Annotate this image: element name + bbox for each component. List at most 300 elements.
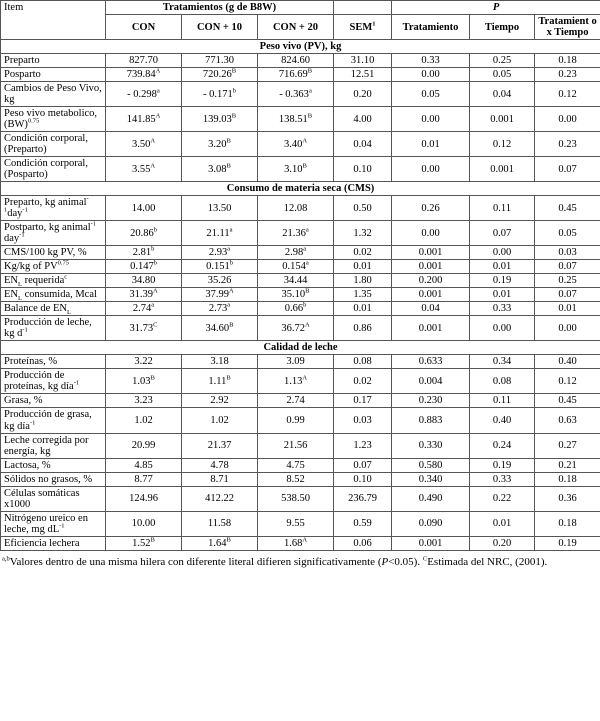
significance-letter: a [305, 226, 309, 234]
table-row [1, 302, 600, 316]
value-number: 21.11 [206, 227, 230, 239]
p-tratamiento: 0.00 [392, 107, 470, 132]
section-header-row [1, 341, 600, 355]
treatment-value [182, 132, 258, 157]
significance-letter: A [304, 321, 310, 329]
significance-letter: A [152, 287, 158, 295]
value-number: 2.81 [132, 247, 152, 259]
treatment-value [182, 157, 258, 182]
treatment-value [258, 54, 334, 68]
value-number: 3.50 [131, 138, 151, 150]
p-tratamiento: 0.001 [392, 536, 470, 550]
treatment-value [258, 288, 334, 302]
treatment-value [106, 260, 182, 274]
value-number: 3.09 [286, 356, 305, 368]
p-tiempo: 0.11 [470, 394, 535, 408]
value-number: 20.99 [131, 440, 156, 452]
row-label [1, 511, 106, 536]
treatment-value [182, 288, 258, 302]
value-number: 771.30 [205, 55, 234, 67]
p-tratamiento: 0.05 [392, 82, 470, 107]
value-number: 37.99 [205, 289, 229, 301]
value-number: - 0.363 [279, 88, 309, 100]
sem-value: 0.07 [334, 458, 392, 472]
table-row [1, 433, 600, 458]
treatment-value [106, 157, 182, 182]
value-number: 2.92 [210, 395, 229, 407]
value-number: 31.73 [129, 322, 154, 334]
significance-letter: A [155, 67, 161, 75]
treatment-value [182, 316, 258, 341]
value-number: 8.52 [286, 473, 305, 485]
p-tratamiento: 0.00 [392, 157, 470, 182]
row-label [1, 433, 106, 458]
treatment-value [182, 486, 258, 511]
significance-letter: a [303, 245, 307, 253]
table-row [1, 355, 600, 369]
significance-letter: b [153, 259, 157, 267]
p-tratamiento: 0.01 [392, 132, 470, 157]
value-number: 1.03 [132, 375, 151, 387]
header-trat-x-tiempo: Tratamient o x Tiempo [535, 15, 600, 40]
value-number: 13.50 [207, 202, 232, 214]
p-trat-x-tiempo: 0.07 [535, 288, 600, 302]
row-label-part: -1 [59, 522, 65, 530]
p-tratamiento: 0.26 [392, 196, 470, 221]
p-tiempo: 0.34 [470, 355, 535, 369]
value-number: 35.26 [207, 275, 232, 287]
table-row [1, 260, 600, 274]
p-tiempo: 0.24 [470, 433, 535, 458]
value-number: 3.08 [208, 163, 227, 175]
p-tratamiento: 0.04 [392, 302, 470, 316]
p-trat-x-tiempo: 0.63 [535, 408, 600, 433]
value-number: 3.23 [134, 395, 153, 407]
row-label-part: L [66, 309, 71, 316]
value-number: 34.80 [131, 275, 156, 287]
treatment-value [106, 288, 182, 302]
sem-value: 1.80 [334, 274, 392, 288]
p-trat-x-tiempo: 0.00 [535, 107, 600, 132]
row-label [1, 196, 106, 221]
treatment-value [258, 316, 334, 341]
value-number: 31.39 [129, 289, 153, 301]
row-label [1, 132, 106, 157]
treatment-value [106, 221, 182, 246]
treatment-value [258, 472, 334, 486]
significance-letter: B [226, 162, 231, 170]
p-trat-x-tiempo: 0.27 [535, 433, 600, 458]
treatment-value [182, 369, 258, 394]
treatment-value [258, 132, 334, 157]
significance-letter: A [150, 137, 156, 145]
significance-letter: C [153, 321, 158, 329]
treatment-value [258, 433, 334, 458]
p-tiempo: 0.001 [470, 157, 535, 182]
table-row [1, 107, 600, 132]
value-number: 2.73 [208, 303, 228, 315]
treatment-value [106, 302, 182, 316]
footnote: $^{a,b}$Valores dentro de una misma hilera con diferente literal difieren significativamente (P<0.05). $^C$Estimada del NRC, (2001). [2, 555, 548, 568]
treatment-value [182, 458, 258, 472]
value-number: 1.11 [208, 375, 227, 387]
row-label-part: day [4, 233, 20, 245]
significance-letter: B [226, 137, 231, 145]
row-label [1, 486, 106, 511]
header-tratamientos: Tratamientos (g de B8W) [106, 1, 334, 15]
p-trat-x-tiempo: 0.18 [535, 54, 600, 68]
treatment-value [106, 472, 182, 486]
table-row [1, 82, 600, 107]
row-label [1, 157, 106, 182]
treatment-value [182, 355, 258, 369]
value-number: 2.74 [132, 303, 152, 315]
value-number: 3.20 [208, 138, 227, 150]
p-tiempo: 0.19 [470, 458, 535, 472]
row-label [1, 221, 106, 246]
value-number: 12.08 [283, 202, 308, 214]
sem-value: 0.02 [334, 369, 392, 394]
row-label-part: 0.75 [27, 117, 40, 125]
p-tiempo: 0.04 [470, 82, 535, 107]
table-row [1, 472, 600, 486]
row-label-part: -1 [4, 195, 89, 214]
section-title: Consumo de materia seca (CMS) [1, 182, 600, 196]
value-number: 34.60 [205, 322, 230, 334]
significance-letter: b [151, 245, 155, 253]
value-number: 1.02 [210, 414, 229, 426]
row-label [1, 355, 106, 369]
value-number: 11.58 [207, 518, 232, 530]
value-number: 3.55 [131, 163, 151, 175]
p-tratamiento: 0.001 [392, 260, 470, 274]
row-label [1, 82, 106, 107]
p-tiempo: 0.33 [470, 472, 535, 486]
value-number: 1.64 [208, 537, 227, 549]
treatment-value [182, 433, 258, 458]
row-label-part: -1 [73, 379, 80, 387]
table-row [1, 132, 600, 157]
p-tratamiento: 0.490 [392, 486, 470, 511]
treatment-value [258, 355, 334, 369]
significance-letter: A [228, 287, 234, 295]
sem-value: 0.10 [334, 157, 392, 182]
significance-letter: A [302, 137, 308, 145]
treatment-value [106, 355, 182, 369]
row-label-part: 0.75 [57, 259, 70, 267]
treatment-value [258, 536, 334, 550]
header-con10: CON + 10 [182, 15, 258, 40]
sem-value: 236.79 [334, 486, 392, 511]
p-trat-x-tiempo: 0.18 [535, 511, 600, 536]
table-row [1, 221, 600, 246]
row-label-part: Cambios de Peso Vivo, kg [4, 83, 102, 106]
sem-value: 0.04 [334, 132, 392, 157]
treatment-value [106, 196, 182, 221]
p-trat-x-tiempo: 0.07 [535, 157, 600, 182]
table-row [1, 369, 600, 394]
treatment-value [258, 246, 334, 260]
value-number: - 0.171 [203, 88, 233, 100]
row-label-part: Eficiencia lechera [4, 537, 80, 549]
significance-letter: A [150, 162, 156, 170]
value-number: 0.151 [206, 261, 230, 273]
value-number: 34.44 [283, 275, 308, 287]
section-header-row [1, 40, 600, 54]
row-label-part: Producción de leche, kg d [4, 317, 92, 340]
value-number: 36.72 [281, 322, 305, 334]
p-trat-x-tiempo: 0.36 [535, 486, 600, 511]
p-tratamiento: 0.330 [392, 433, 470, 458]
table-row [1, 274, 600, 288]
p-tiempo: 0.20 [470, 536, 535, 550]
p-tiempo: 0.001 [470, 107, 535, 132]
treatment-value [258, 196, 334, 221]
treatment-value [106, 511, 182, 536]
sem-value: 1.35 [334, 288, 392, 302]
value-number: 35.10 [281, 289, 306, 301]
significance-letter: B [307, 67, 313, 75]
table-row [1, 288, 600, 302]
row-label-part: consumida, Mcal [21, 289, 97, 301]
value-number: 9.55 [286, 518, 305, 530]
treatment-value [182, 472, 258, 486]
row-label [1, 288, 106, 302]
header-p-value: P [392, 1, 600, 15]
significance-letter: b [232, 87, 236, 95]
significance-letter: A [155, 112, 161, 120]
treatment-value [182, 302, 258, 316]
p-tiempo: 0.08 [470, 369, 535, 394]
table-row [1, 196, 600, 221]
p-trat-x-tiempo: 0.21 [535, 458, 600, 472]
sem-value: 0.03 [334, 408, 392, 433]
treatment-value [182, 260, 258, 274]
sem-value: 0.59 [334, 511, 392, 536]
significance-letter: a [227, 245, 231, 253]
significance-letter: B [226, 536, 231, 544]
p-trat-x-tiempo: 0.45 [535, 394, 600, 408]
p-tiempo: 0.05 [470, 68, 535, 82]
row-label-part: requerida [21, 275, 65, 287]
significance-letter: B [226, 374, 231, 382]
treatment-value [258, 221, 334, 246]
significance-letter: A [302, 536, 308, 544]
row-label-part: EN [4, 275, 18, 287]
treatment-value [258, 274, 334, 288]
treatment-value [258, 408, 334, 433]
sem-value: 0.02 [334, 246, 392, 260]
table-row [1, 316, 600, 341]
treatment-value [106, 486, 182, 511]
p-tiempo: 0.25 [470, 54, 535, 68]
row-label-part: CMS/100 kg PV, % [4, 247, 87, 259]
value-number: 412.22 [205, 493, 234, 505]
row-label-part: Lactosa, % [4, 459, 51, 471]
treatment-value [106, 433, 182, 458]
sem-value: 0.17 [334, 394, 392, 408]
treatment-value [258, 369, 334, 394]
significance-letter: b [303, 301, 307, 309]
value-number: 8.77 [134, 473, 153, 485]
row-label-part: Condición corporal, (Posparto) [4, 158, 88, 181]
p-trat-x-tiempo: 0.05 [535, 221, 600, 246]
treatment-value [258, 511, 334, 536]
value-number: 3.18 [210, 356, 229, 368]
value-number: 1.02 [134, 414, 153, 426]
p-trat-x-tiempo: 0.12 [535, 82, 600, 107]
row-label [1, 68, 106, 82]
row-label [1, 536, 106, 550]
p-trat-x-tiempo: 0.03 [535, 246, 600, 260]
row-label-part: Sólidos no grasos, % [4, 473, 93, 485]
row-label-part: L [18, 295, 22, 302]
p-tratamiento: 0.883 [392, 408, 470, 433]
value-number: 3.40 [283, 138, 303, 150]
table-row [1, 458, 600, 472]
significance-letter: B [231, 67, 237, 75]
value-number: 538.50 [281, 493, 310, 505]
header-item: Item [1, 1, 106, 40]
treatment-value [106, 82, 182, 107]
value-number: 2.98 [284, 247, 304, 259]
p-tratamiento: 0.004 [392, 369, 470, 394]
sem-value: 0.06 [334, 536, 392, 550]
p-tratamiento: 0.230 [392, 394, 470, 408]
treatment-value [258, 302, 334, 316]
value-number: 8.71 [210, 473, 229, 485]
treatment-value [106, 132, 182, 157]
p-tiempo: 0.19 [470, 274, 535, 288]
p-tiempo: 0.12 [470, 132, 535, 157]
value-number: 3.22 [134, 356, 153, 368]
significance-letter: a [156, 87, 160, 95]
treatment-value [182, 274, 258, 288]
significance-letter: B [307, 112, 313, 120]
treatment-value [106, 274, 182, 288]
p-tiempo: 0.01 [470, 260, 535, 274]
treatment-value [182, 246, 258, 260]
significance-letter: B [231, 112, 237, 120]
treatment-value [258, 107, 334, 132]
table-row [1, 408, 600, 433]
p-tiempo: 0.22 [470, 486, 535, 511]
p-trat-x-tiempo: 0.19 [535, 536, 600, 550]
p-tratamiento: 0.00 [392, 221, 470, 246]
row-label [1, 54, 106, 68]
value-number: 824.60 [281, 55, 310, 67]
value-number: 716.69 [278, 69, 308, 81]
row-label-part: Preparto [4, 55, 40, 67]
row-label-part: -1 [22, 206, 28, 214]
value-number: 0.154 [282, 261, 306, 273]
p-trat-x-tiempo: 0.00 [535, 316, 600, 341]
treatment-value [258, 486, 334, 511]
row-label [1, 316, 106, 341]
row-label-part: Postparto, kg animal [4, 222, 91, 234]
table-row [1, 246, 600, 260]
significance-letter: B [302, 162, 307, 170]
significance-letter: B [150, 536, 155, 544]
sem-value: 31.10 [334, 54, 392, 68]
significance-letter: a [308, 87, 312, 95]
sem-value: 0.86 [334, 316, 392, 341]
p-trat-x-tiempo: 0.01 [535, 302, 600, 316]
value-number: 1.52 [132, 537, 151, 549]
row-label-part: Células somáticas x1000 [4, 487, 80, 510]
value-number: 4.85 [134, 459, 153, 471]
sem-value: 4.00 [334, 107, 392, 132]
value-number: 827.70 [129, 55, 158, 67]
treatment-value [258, 82, 334, 107]
value-number: 141.85 [126, 113, 156, 125]
row-label-part: EN [4, 289, 18, 301]
row-label-part: L [18, 281, 22, 288]
treatment-value [182, 68, 258, 82]
p-trat-x-tiempo: 0.40 [535, 355, 600, 369]
sem-value: 1.23 [334, 433, 392, 458]
header-tratamiento: Tratamiento [392, 15, 470, 40]
value-number: 10.00 [131, 518, 156, 530]
p-tiempo: 0.00 [470, 246, 535, 260]
row-label-part: c [64, 273, 68, 281]
treatment-value [106, 316, 182, 341]
p-trat-x-tiempo: 0.12 [535, 369, 600, 394]
section-title: Calidad de leche [1, 341, 600, 355]
treatment-value [182, 511, 258, 536]
row-label [1, 394, 106, 408]
p-trat-x-tiempo: 0.25 [535, 274, 600, 288]
treatment-value [182, 536, 258, 550]
header-tiempo: Tiempo [470, 15, 535, 40]
treatment-value [106, 107, 182, 132]
value-number: 1.68 [283, 537, 303, 549]
table-row [1, 536, 600, 550]
row-label [1, 246, 106, 260]
sem-value: 1.32 [334, 221, 392, 246]
value-number: 720.26 [202, 69, 232, 81]
significance-letter: b [229, 259, 233, 267]
table-row [1, 486, 600, 511]
significance-letter: b [153, 226, 157, 234]
significance-letter: a [227, 301, 231, 309]
row-label-part: -1 [29, 419, 36, 426]
treatment-value [182, 54, 258, 68]
value-number: 0.147 [130, 261, 154, 273]
row-label [1, 274, 106, 288]
p-tratamiento: 0.001 [392, 288, 470, 302]
row-label-part: Grasa, % [4, 395, 43, 407]
treatment-value [182, 107, 258, 132]
row-label [1, 369, 106, 394]
p-trat-x-tiempo: 0.07 [535, 260, 600, 274]
section-title: Peso vivo (PV), kg [1, 40, 600, 54]
p-tratamiento: 0.33 [392, 54, 470, 68]
p-trat-x-tiempo: 0.23 [535, 68, 600, 82]
p-tratamiento: 0.633 [392, 355, 470, 369]
treatment-value [106, 458, 182, 472]
sem-value: 0.10 [334, 472, 392, 486]
row-label-part: Producción de grasa, kg día [4, 409, 92, 432]
p-trat-x-tiempo: 0.45 [535, 196, 600, 221]
row-label-part: Balance de EN [4, 303, 67, 315]
value-number: 1.13 [283, 375, 303, 387]
significance-letter: a [229, 226, 233, 234]
row-label-part: Preparto, kg animal [4, 197, 87, 209]
value-number: 2.93 [208, 247, 228, 259]
row-label [1, 408, 106, 433]
p-trat-x-tiempo: 0.18 [535, 472, 600, 486]
